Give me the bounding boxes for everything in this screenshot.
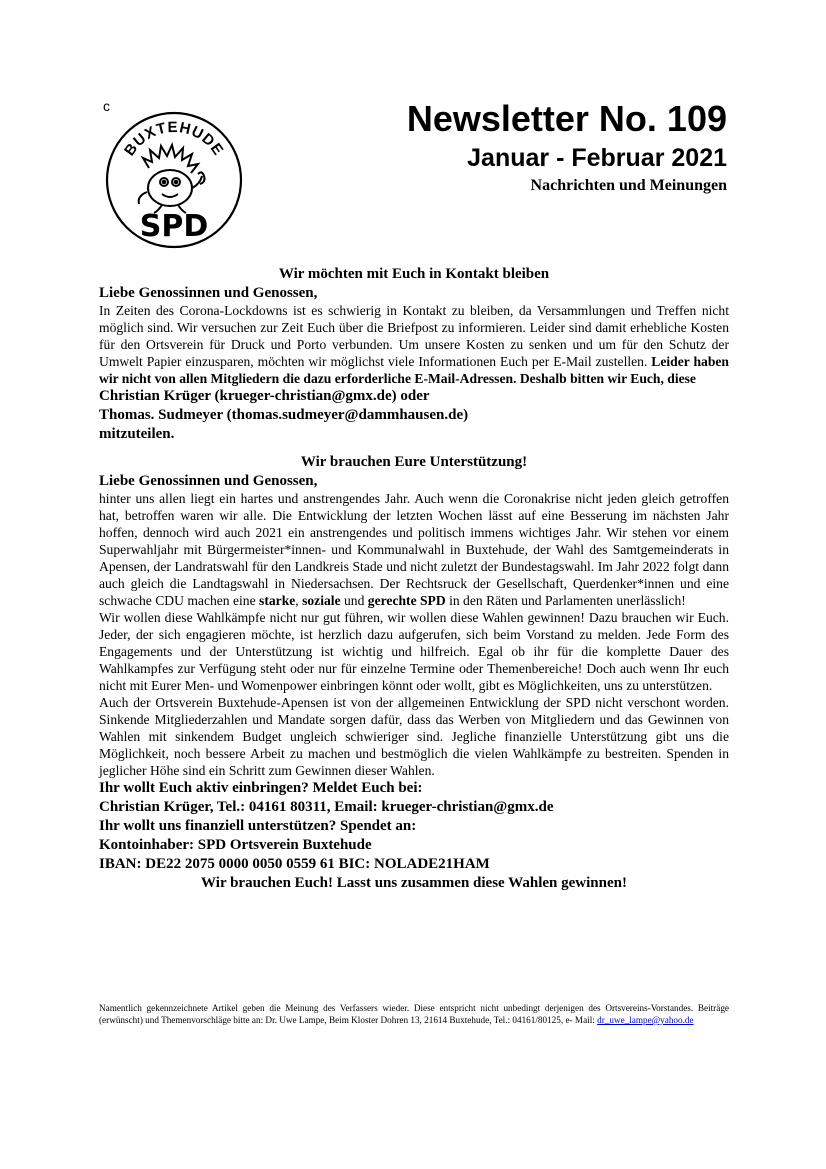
section-support-salutation: Liebe Genossinnen und Genossen, [99,473,318,489]
newsletter-subtitle: Nachrichten und Meinungen [530,177,727,194]
contact-thomas: Thomas. Sudmeyer (thomas.sudmeyer@dammhausen.de) [99,407,469,423]
section-support-heading: Wir brauchen Eure Unterstützung! [300,454,528,470]
support-p1-soziale: soziale [302,593,341,608]
support-p1-end: in den Räten und Parlamenten unerlässlich! [445,593,686,608]
support-p1-text: hinter uns allen liegt ein hartes und anstrengendes Jahr. Auch wenn die Coronakrise nicht jeden gleich getroffen hat, betroffen waren wir alle. Die Entwicklung der letzten Wochen lässt auf eine Besserung im nächsten Jahr hoffen, dennoch wird auch 2021 ein anstrengendes und politisch immens wichtiges Jahr. Wir stehen vor einem Superwahljahr mit Bürgermeister*innen- und Kommunalwahl in Buxtehude, der Wahl des Samtgemeinderats in Apensen, der Landratswahl für den Landkreis Stade und nicht zuletzt der Bundestagswahl. Im Jahr 2022 folgt dann auch gleich die Landtagswahl in Niedersachsen. Der Rechtsruck der Gesellschaft, Querdenker*innen und eine schwache CDU machen eine [99,491,729,608]
logo-ring-text: BUXTEHUDE [121,118,227,160]
footer-text: Namentlich gekennzeichnete Artikel geben die Meinung des Verfassers wieder. Diese entspricht nicht unbedingt derjenigen des Ortsvereins-Vorstandes. Beiträge (erwünscht) und Themenvorschläge bitte an: Dr. Uwe Lampe, Beim Kloster Dohren 13, 21614 Buxtehude, Tel.: 04161/80125, e- Mail: [99,1003,729,1025]
main-content [99,264,729,893]
cta-engage: Ihr wollt Euch aktiv einbringen? Meldet Euch bei: [99,780,423,796]
cta-iban: IBAN: DE22 2075 0000 0050 0559 61 BIC: NOLADE21HAM [99,856,490,872]
section-contact-salutation: Liebe Genossinnen und Genossen, [99,285,318,301]
cta-donate: Ihr wollt uns finanziell unterstützen? Spendet an: [99,818,417,834]
section-contact-body [99,302,729,387]
cta-closing: Wir brauchen Euch! Lasst uns zusammen diese Wahlen gewinnen! [201,875,627,891]
masthead [407,97,727,197]
support-paragraph-1 [99,490,729,609]
corner-mark: c [103,98,110,114]
spd-buxtehude-logo [104,110,244,250]
support-paragraph-3: Auch der Ortsverein Buxtehude-Apensen ist von der allgemeinen Entwicklung der SPD nicht verschont worden. Sinkende Mitgliederzahlen und Mandate sorgen dafür, dass das Werben von Mitgliedern und das Gewinnen von Wahlen mit sinkendem Budget ungleich schwieriger sind. Jegliche finanzielle Unterstützung gibt uns die Möglichkeit, noch bessere Arbeit zu machen und bestmöglich die vielen Wahlkämpfe zu bestreiten. Spenden in jeglicher Höhe sind ein Schritt zum Gewinnen dieser Wahlen. [99,695,729,778]
support-paragraph-2: Wir wollen diese Wahlkämpfe nicht nur gut führen, wir wollen diese Wahlen gewinnen! Dazu brauchen wir Euch. Jeder, der sich engagieren möchte, ist herzlich dazu aufgerufen, sich beim Vorstand zu melden. Jede Form des Engagements und der Unterstützung ist wichtig und hilfreich. Egal ob ihr für die komplette Dauer des Wahlkampfes zur Verfügung steht oder nur für einzelne Termine oder Themenbereiche! Doch auch wenn Ihr euch nicht mit Eurer Men- und Womenpower einbringen könnt oder wollt, gibt es Möglichkeiten, uns zu unterstützen. [99,610,729,693]
support-p1-sep1: , [295,593,303,608]
contact-closing: mitzuteilen. [99,426,175,442]
support-p1-starke: starke [259,593,296,608]
support-p1-sep2: und [340,593,368,608]
contact-body-bold: Leider haben wir nicht von allen Mitgliedern die dazu erforderliche E-Mail-Adressen. Deshalb bitten wir Euch, diese [99,354,729,386]
contact-christian: Christian Krüger (krueger-christian@gmx.de) oder [99,388,430,404]
support-p1-gerechte-spd: gerechte SPD [367,593,446,608]
cta-contact: Christian Krüger, Tel.: 04161 80311, Email: krueger-christian@gmx.de [99,799,554,815]
cta-account-holder: Kontoinhaber: SPD Ortsverein Buxtehude [99,837,372,853]
footer-email-link[interactable]: dr_uwe_lampe@yahoo.de [597,1015,694,1025]
footer-disclaimer [99,1002,729,1026]
newsletter-title: Newsletter No. 109 [406,98,727,139]
newsletter-issue: Januar - Februar 2021 [467,144,727,172]
logo-spd-text: SPD [139,209,209,244]
contact-body-text: In Zeiten des Corona-Lockdowns ist es schwierig in Kontakt zu bleiben, da Versammlungen und Treffen nicht möglich sind. Wir versuchen zur Zeit Euch über die Briefpost zu informieren. Leider sind damit erhebliche Kosten für den Ortsverein für Druck und Porto verbunden. Um unsere Kosten zu senken und um für den Schutz der Umwelt Papier einzusparen, möchten wir möglichst viele Informationen Euch per E-Mail zustellen. [99,303,729,369]
section-contact-heading: Wir möchten mit Euch in Kontakt bleiben [278,266,550,282]
